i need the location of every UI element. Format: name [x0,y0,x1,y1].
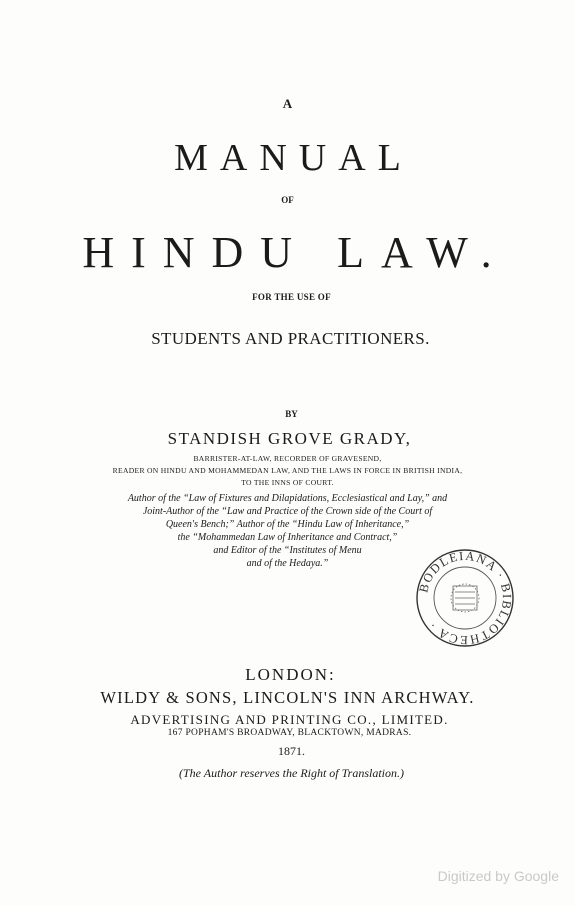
stamp-emblem-icon [451,584,479,612]
imprint-publisher: WILDY & SONS, LINCOLN'S INN ARCHWAY. [100,688,475,707]
title-manual: MANUAL [174,137,413,179]
imprint-year: 1871. [278,744,305,758]
title-hindu-law: HINDU LAW. [82,228,509,277]
imprint-place: LONDON: [245,665,336,684]
article-a: A [282,96,293,111]
word-of: OF [281,195,294,205]
works-line: the “Mohammedan Law of Inheritance and Contract,” [177,532,398,543]
works-line: and Editor of the “Institutes of Menu [213,545,362,556]
works-line: and of the Hedaya.” [246,558,329,569]
credential-line: TO THE INNS OF COURT. [241,478,334,487]
works-line: Author of the “Law of Fixtures and Dilapidations, Ecclesiastical and Lay,” and [127,493,448,504]
author-name: STANDISH GROVE GRADY, [167,429,412,448]
works-line: Joint-Author of the “Law and Practice of the Crown side of the Court of [142,506,433,517]
stamp-legend-text: BODLEIANA · BIBLIOTHECA · [416,548,515,648]
credential-line: BARRISTER-AT-LAW, RECORDER OF GRAVESEND, [193,454,382,463]
library-stamp [415,548,515,648]
imprint-address: 167 POPHAM'S BROADWAY, BLACKTOWN, MADRAS. [167,728,412,738]
digitized-by-google-watermark: Digitized by Google [437,868,559,884]
imprint-printer: ADVERTISING AND PRINTING CO., LIMITED. [130,712,449,727]
audience-line: STUDENTS AND PRACTITIONERS. [151,329,430,348]
works-line: Queen's Bench;” Author of the “Hindu Law of Inheritance,” [165,519,410,530]
rights-notice: (The Author reserves the Right of Translation.) [179,766,404,780]
word-by: BY [285,409,298,419]
for-the-use-of: FOR THE USE OF [252,292,331,302]
credential-line: READER ON HINDU AND MOHAMMEDAN LAW, AND THE LAWS IN FORCE IN BRITISH INDIA, [112,466,463,475]
